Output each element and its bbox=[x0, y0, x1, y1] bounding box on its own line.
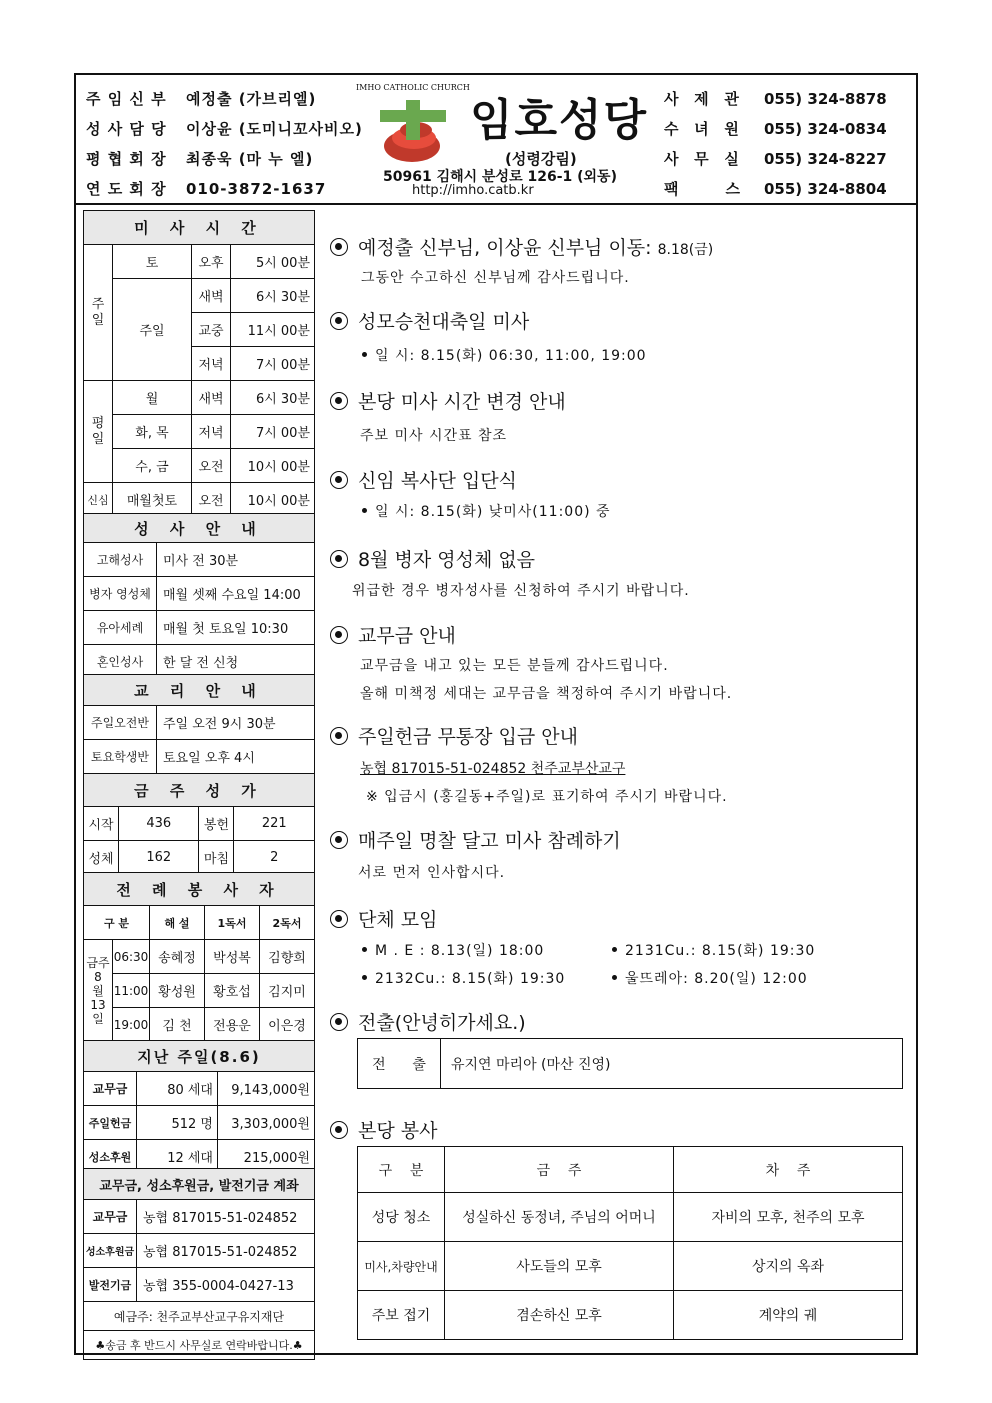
hymn-label: 마침 bbox=[199, 841, 234, 875]
bullet-icon bbox=[330, 626, 348, 644]
service-next-week: 자비의 모후, 천주의 모후 bbox=[674, 1193, 903, 1242]
header-value: 055) 324-8878 bbox=[764, 90, 887, 108]
notice-title: 교무금 안내 bbox=[330, 621, 456, 648]
offering-count: 512 명 bbox=[137, 1106, 218, 1140]
minister-header: 2독서 bbox=[260, 906, 315, 940]
bullet-icon bbox=[330, 471, 348, 489]
mass-schedule-table bbox=[83, 210, 315, 517]
church-subtitle: (성령강림) bbox=[505, 150, 577, 168]
ministers-table bbox=[83, 872, 315, 1042]
hymn-number: 162 bbox=[119, 841, 199, 875]
notice-title: 신임 복사단 입단식 bbox=[330, 466, 517, 493]
minister-time: 06:30 bbox=[113, 940, 150, 974]
mass-day: 화, 목 bbox=[113, 415, 192, 449]
header-left-row bbox=[86, 118, 363, 139]
minister-name: 송혜정 bbox=[150, 940, 205, 974]
service-label: 성당 청소 bbox=[358, 1193, 445, 1242]
offering-count: 80 세대 bbox=[137, 1072, 218, 1106]
mass-hour: 6시 30분 bbox=[231, 279, 315, 313]
service-next-week: 계약의 궤 bbox=[674, 1291, 903, 1340]
notice-bullet: 일 시: 8.15(화) 낮미사(11:00) 중 bbox=[362, 501, 611, 521]
bullet-icon bbox=[330, 238, 348, 256]
notice-title: 본당 봉사 bbox=[330, 1116, 437, 1143]
minister-time: 11:00 bbox=[113, 974, 150, 1008]
catechism-label: 토요학생반 bbox=[84, 740, 157, 774]
minister-header: 해 설 bbox=[150, 906, 205, 940]
dot-icon bbox=[362, 947, 367, 952]
minister-name: 이은경 bbox=[260, 1008, 315, 1042]
minister-name: 김 천 bbox=[150, 1008, 205, 1042]
hymn-label: 시작 bbox=[84, 807, 119, 841]
mass-hour: 10시 00분 bbox=[231, 483, 315, 517]
group-meeting: M . E : 8.13(일) 18:00 bbox=[362, 940, 544, 960]
sacrament-value: 매월 첫 토요일 10:30 bbox=[157, 611, 315, 645]
notice-line: 위급한 경우 병자성사를 신청하여 주시기 바랍니다. bbox=[352, 583, 690, 599]
bullet-icon bbox=[330, 910, 348, 928]
offering-label: 성소후원 bbox=[84, 1140, 137, 1174]
hymn-number: 221 bbox=[234, 807, 315, 841]
mass-day: 매월첫토 bbox=[113, 483, 192, 517]
offering-amount: 3,303,000원 bbox=[218, 1106, 315, 1140]
header-label: 주 임 신 부 bbox=[86, 90, 167, 108]
minister-date: 금주 8 월 13 일 bbox=[84, 940, 113, 1042]
group-meeting: 2131Cu.: 8.15(화) 19:30 bbox=[612, 940, 815, 960]
minister-header: 구 분 bbox=[84, 906, 150, 940]
header-left-row bbox=[86, 178, 326, 199]
mass-hour: 10시 00분 bbox=[231, 449, 315, 483]
notice-line: 그동안 수고하신 신부님께 감사드립니다. bbox=[361, 270, 630, 286]
mass-special-label: 신심 bbox=[84, 483, 113, 517]
service-label: 주보 접기 bbox=[358, 1291, 445, 1340]
account-holder: 예금주: 천주교부산교구유지재단 bbox=[84, 1302, 315, 1331]
sacrament-table bbox=[83, 513, 315, 679]
church-url[interactable]: http://imho.catb.kr bbox=[412, 183, 534, 198]
mass-period: 저녁 bbox=[192, 415, 231, 449]
offering-label: 교무금 bbox=[84, 1072, 137, 1106]
notice-title: 예정출 신부님, 이상윤 신부님 이동: 8.18(금) bbox=[330, 233, 713, 260]
notice-title: 8월 병자 영성체 없음 bbox=[330, 545, 535, 572]
dot-icon bbox=[612, 975, 617, 980]
bullet-icon bbox=[330, 550, 348, 568]
header-value: 이상윤 (도미니꼬사비오) bbox=[186, 120, 363, 138]
mass-hour: 5시 00분 bbox=[231, 245, 315, 279]
header-right-row bbox=[664, 148, 887, 169]
logo-arc-text: IMHO CATHOLIC CHURCH bbox=[356, 83, 470, 92]
mass-hour: 11시 00분 bbox=[231, 313, 315, 347]
mass-period: 오전 bbox=[192, 449, 231, 483]
service-table bbox=[357, 1146, 903, 1340]
bullet-icon bbox=[330, 392, 348, 410]
notice-line: 교무금을 내고 있는 모든 분들께 감사드립니다. bbox=[360, 658, 669, 674]
service-header: 차 주 bbox=[674, 1147, 903, 1193]
last-week-title: 지난 주일(8.6) bbox=[84, 1041, 315, 1072]
mass-hour: 6시 30분 bbox=[231, 381, 315, 415]
dot-icon bbox=[612, 947, 617, 952]
header-value: 010-3872-1637 bbox=[186, 180, 327, 198]
catechism-title: 교 리 안 내 bbox=[84, 675, 315, 706]
header-right-row bbox=[664, 118, 887, 139]
bullet-icon bbox=[330, 1121, 348, 1139]
header-value: 최종욱 (마 누 엘) bbox=[186, 150, 314, 168]
catechism-value: 주일 오전 9시 30분 bbox=[157, 706, 315, 740]
minister-name: 김향희 bbox=[260, 940, 315, 974]
minister-header: 1독서 bbox=[205, 906, 260, 940]
hymns-table bbox=[83, 773, 315, 875]
service-this-week: 사도들의 모후 bbox=[445, 1242, 674, 1291]
account-label: 교무금 bbox=[84, 1200, 137, 1234]
notice-title: 전출(안녕히가세요.) bbox=[330, 1008, 526, 1035]
accounts-table bbox=[83, 1168, 315, 1360]
header-divider bbox=[74, 203, 918, 205]
hymn-number: 436 bbox=[119, 807, 199, 841]
account-number: 농협 355-0004-0427-13 bbox=[137, 1268, 315, 1302]
transfer-label: 전 출 bbox=[358, 1039, 441, 1089]
account-number: 농협 817015-51-024852 bbox=[137, 1234, 315, 1268]
mass-period: 오전 bbox=[192, 483, 231, 517]
notice-title: 본당 미사 시간 변경 안내 bbox=[330, 387, 566, 414]
header-label: 연 도 회 장 bbox=[86, 180, 167, 198]
mass-period: 교중 bbox=[192, 313, 231, 347]
bank-account: 농협 817015-51-024852 천주교부산교구 bbox=[360, 761, 626, 777]
header-right-row bbox=[664, 178, 887, 199]
header-label: 사 제 관 bbox=[664, 90, 739, 108]
accounts-title: 교무금, 성소후원금, 발전기금 계좌 bbox=[84, 1169, 315, 1200]
offering-amount: 215,000원 bbox=[218, 1140, 315, 1174]
minister-time: 19:00 bbox=[113, 1008, 150, 1042]
sacrament-value: 한 달 전 신청 bbox=[157, 645, 315, 679]
notice-line: ※ 입금시 (홍길동+주일)로 표기하여 주시기 바랍니다. bbox=[366, 789, 728, 805]
church-name: 임호성당 bbox=[470, 95, 649, 146]
notice-line: 주보 미사 시간표 참조 bbox=[360, 428, 508, 444]
group-meeting: 2132Cu.: 8.15(화) 19:30 bbox=[362, 968, 565, 988]
sacrament-label: 유아세례 bbox=[84, 611, 157, 645]
sacrament-title: 성 사 안 내 bbox=[84, 514, 315, 543]
service-next-week: 상지의 옥좌 bbox=[674, 1242, 903, 1291]
notice-title: 성모승천대축일 미사 bbox=[330, 307, 529, 334]
church-address: 50961 김해시 분성로 126-1 (외동) bbox=[383, 169, 617, 185]
notice-title: 단체 모임 bbox=[330, 905, 437, 932]
service-this-week: 겸손하신 모후 bbox=[445, 1291, 674, 1340]
offering-amount: 9,143,000원 bbox=[218, 1072, 315, 1106]
minister-name: 황호섭 bbox=[205, 974, 260, 1008]
header-value: 예정출 (가브리엘) bbox=[186, 90, 317, 108]
mass-day: 월 bbox=[113, 381, 192, 415]
service-header: 구 분 bbox=[358, 1147, 445, 1193]
header-value: 055) 324-8227 bbox=[764, 150, 887, 168]
dot-icon bbox=[362, 508, 367, 513]
service-header: 금 주 bbox=[445, 1147, 674, 1193]
sacrament-label: 고해성사 bbox=[84, 543, 157, 577]
account-number: 농협 817015-51-024852 bbox=[137, 1200, 315, 1234]
dot-icon bbox=[362, 975, 367, 980]
sunday-label: 주 일 bbox=[84, 245, 113, 381]
notice-line: 올해 미책정 세대는 교무금을 책정하여 주시기 바랍니다. bbox=[360, 686, 733, 702]
service-label: 미사,차량안내 bbox=[358, 1242, 445, 1291]
header-value: 055) 324-0834 bbox=[764, 120, 887, 138]
mass-period: 새벽 bbox=[192, 381, 231, 415]
mass-period: 저녁 bbox=[192, 347, 231, 381]
catechism-table bbox=[83, 674, 315, 774]
transfer-table bbox=[357, 1038, 903, 1089]
dot-icon bbox=[362, 352, 367, 357]
service-this-week: 성실하신 동정녀, 주님의 어머니 bbox=[445, 1193, 674, 1242]
account-label: 발전기금 bbox=[84, 1268, 137, 1302]
notice-title: 주일헌금 무통장 입금 안내 bbox=[330, 722, 578, 749]
church-logo-icon bbox=[372, 94, 468, 166]
minister-name: 김지미 bbox=[260, 974, 315, 1008]
transfer-value: 유지연 마리아 (마산 진영) bbox=[441, 1039, 903, 1089]
minister-name: 전용운 bbox=[205, 1008, 260, 1042]
mass-day: 주일 bbox=[113, 279, 192, 381]
sacrament-label: 혼인성사 bbox=[84, 645, 157, 679]
minister-name: 박성복 bbox=[205, 940, 260, 974]
ministers-title: 전 례 봉 사 자 bbox=[84, 873, 315, 906]
mass-day: 토 bbox=[113, 245, 192, 279]
header-left-row bbox=[86, 88, 316, 109]
header-right-row bbox=[664, 88, 887, 109]
mass-title: 미 사 시 간 bbox=[84, 211, 315, 245]
notice-line: 서로 먼저 인사합시다. bbox=[358, 865, 506, 881]
mass-period: 오후 bbox=[192, 245, 231, 279]
minister-name: 황성원 bbox=[150, 974, 205, 1008]
sacrament-value: 매월 셋째 수요일 14:00 bbox=[157, 577, 315, 611]
group-meeting: 울뜨레아: 8.20(일) 12:00 bbox=[612, 968, 808, 988]
sacrament-value: 미사 전 30분 bbox=[157, 543, 315, 577]
mass-period: 새벽 bbox=[192, 279, 231, 313]
bullet-icon bbox=[330, 831, 348, 849]
hymns-title: 금 주 성 가 bbox=[84, 774, 315, 807]
offering-label: 주일헌금 bbox=[84, 1106, 137, 1140]
catechism-label: 주일오전반 bbox=[84, 706, 157, 740]
last-week-table bbox=[83, 1040, 315, 1174]
mass-hour: 7시 00분 bbox=[231, 415, 315, 449]
offering-count: 12 세대 bbox=[137, 1140, 218, 1174]
hymn-label: 성체 bbox=[84, 841, 119, 875]
catechism-value: 토요일 오후 4시 bbox=[157, 740, 315, 774]
account-label: 성소후원금 bbox=[84, 1234, 137, 1268]
sacrament-label: 병자 영성체 bbox=[84, 577, 157, 611]
header-label: 평 협 회 장 bbox=[86, 150, 167, 168]
header-left-row bbox=[86, 148, 313, 169]
header-label: 수 녀 원 bbox=[664, 120, 739, 138]
bullet-icon bbox=[330, 1013, 348, 1031]
mass-hour: 7시 00분 bbox=[231, 347, 315, 381]
mass-day: 수, 금 bbox=[113, 449, 192, 483]
header-label: 사 무 실 bbox=[664, 150, 739, 168]
header-label: 팩 스 bbox=[664, 180, 740, 198]
notice-bullet: 일 시: 8.15(화) 06:30, 11:00, 19:00 bbox=[362, 345, 647, 365]
header-label: 성 사 담 당 bbox=[86, 120, 167, 138]
bullet-icon bbox=[330, 312, 348, 330]
account-notice: ♣송금 후 반드시 사무실로 연락바랍니다.♣ bbox=[84, 1331, 315, 1360]
weekday-label: 평 일 bbox=[84, 381, 113, 483]
header-value: 055) 324-8804 bbox=[764, 180, 887, 198]
hymn-label: 봉헌 bbox=[199, 807, 234, 841]
bullet-icon bbox=[330, 727, 348, 745]
notice-title: 매주일 명찰 달고 미사 참례하기 bbox=[330, 826, 621, 853]
hymn-number: 2 bbox=[234, 841, 315, 875]
